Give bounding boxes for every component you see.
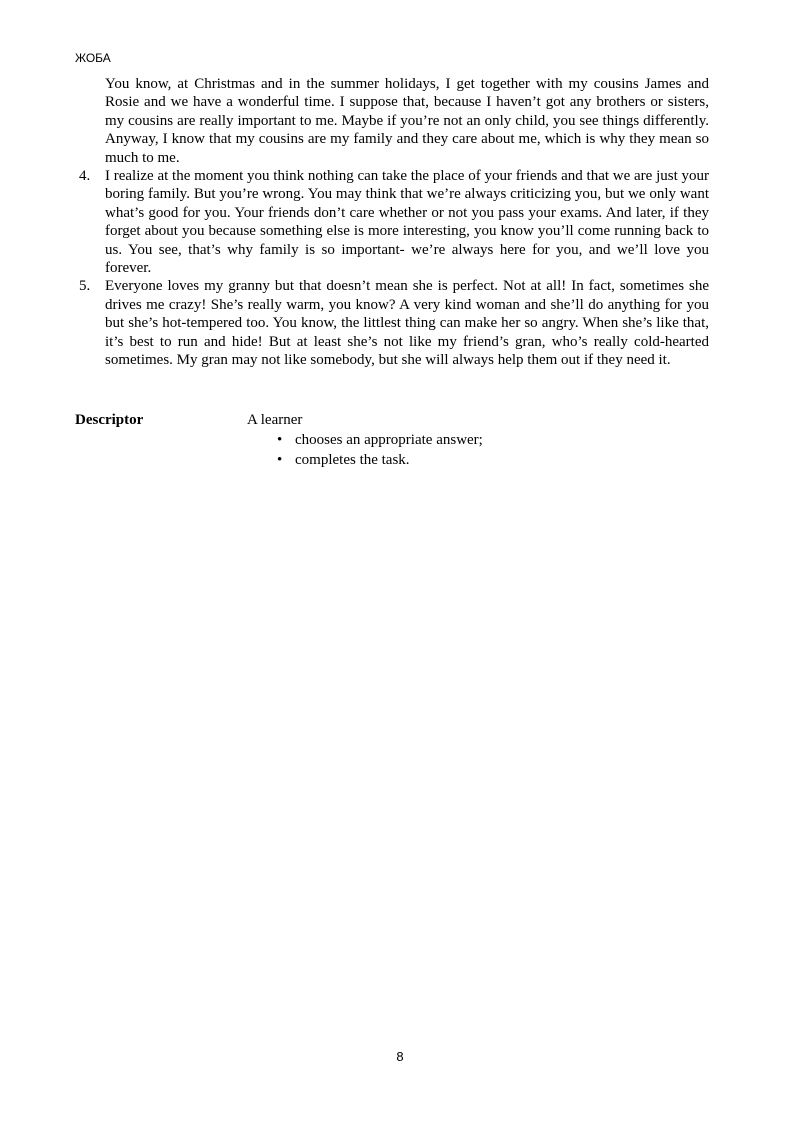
document-body [75,75,709,370]
descriptor-intro: A learner [247,412,303,428]
descriptor-point [247,430,707,450]
descriptor-label: Descriptor [75,412,144,428]
intro-paragraph: You know, at Christmas and in the summer holidays, I get together with my cousins James and Rosie and we have a wonderful time. I suppose that, because I haven’t got any brothers or sisters, my cousins are really important to me. Maybe if you’re not an only child, you see things differently. Anyway, I know that my cousins are my family and they care about me, which is why they mean so much to me. [105,76,709,166]
list-item-4 [79,167,709,277]
item-text: Everyone loves my granny but that doesn’t mean she is perfect. Not at all! In fact, sometimes she drives me crazy! She’s really warm, you know? A very kind woman and she’ll do anything for you but she’s hot-tempered too. You know, the littlest thing can make her so angry. When she’s like that, it’s best to run and hide! But at least she’s not like my friend’s gran, who’s really cold-hearted sometimes. My gran may not like somebody, but she will always help them out if they need it. [105,278,709,369]
item-number: 5. [79,278,91,295]
descriptor-body [247,410,707,470]
list-item-5 [79,277,709,369]
page-number: 8 [396,1049,404,1064]
bullet-icon: • [277,452,283,468]
descriptor-point [247,450,707,470]
item-number: 4. [79,168,91,185]
header-label: ЖОБА [75,51,111,65]
descriptor-list [247,430,707,470]
descriptor-point-text: chooses an appropriate answer; [295,432,483,448]
item-text: I realize at the moment you think nothing can take the place of your friends and that we are just your boring family. But you’re wrong. You may think that we’re always criticizing you, but we only want what’s good for you. Your friends don’t care whether or not you pass your exams. And later, if they forget about you because something else is more interesting, you know you’ll come running back to us. You see, that’s why family is so important- we’re always here for you, and we’ll love you forever. [105,168,709,277]
descriptor-point-text: completes the task. [295,452,410,468]
bullet-icon: • [277,432,283,448]
